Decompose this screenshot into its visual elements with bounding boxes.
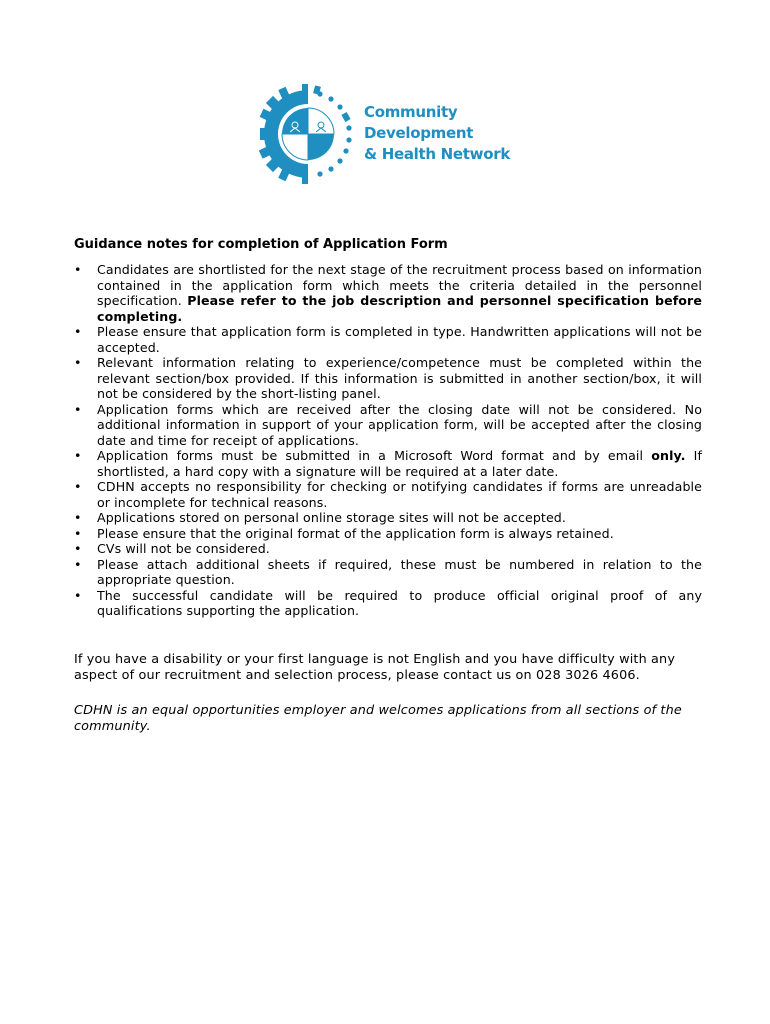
note-text: Applications stored on personal online storage sites will not be accepted. (97, 510, 566, 525)
note-text: Please attach additional sheets if required, these must be numbered in relation to the appropriate question. (97, 556, 702, 587)
note-text: The successful candidate will be required to produce official original proof of any qualifications supporting the application. (97, 587, 702, 618)
guidance-notes (74, 236, 702, 736)
note-text-after: If shortlisted, a hard copy with a signature will be required at a later date. (97, 448, 702, 479)
bullet-icon: • (74, 479, 82, 494)
list-item (74, 479, 702, 510)
organisation-logo (258, 84, 520, 184)
list-item (74, 448, 702, 479)
notes-list (74, 262, 702, 619)
contact-paragraph: If you have a disability or your first language is not English and you have difficulty with any aspect of our recruitment and selection process, please contact us on 028 3026 4606. (74, 651, 676, 683)
list-item (74, 324, 702, 355)
page-heading: Guidance notes for completion of Application Form (74, 237, 448, 252)
bullet-icon: • (74, 355, 82, 370)
bullet-icon: • (74, 448, 82, 463)
note-text: Please ensure that the original format of the application form is always retained. (97, 525, 614, 541)
bullet-icon: • (74, 510, 82, 525)
list-item (74, 557, 702, 588)
gear-emblem-icon (258, 84, 358, 184)
list-item (74, 526, 702, 542)
logo-line-2: Development (364, 124, 474, 142)
list-item (74, 541, 702, 557)
list-item (74, 588, 702, 619)
list-item (74, 402, 702, 449)
note-text: Application forms which are received after the closing date will not be considered. No additional information in support of your application form, will be accepted after the closing date and time for receipt of applications. (97, 401, 702, 448)
note-text: Application forms must be submitted in a Microsoft Word format and by email (97, 448, 652, 463)
note-text: Relevant information relating to experience/competence must be completed within the relevant section/box provided. If this information is submitted in another section/box, it will not be considered by the short-listing panel. (97, 355, 702, 401)
bullet-icon: • (74, 324, 82, 339)
equal-opportunities-statement: CDHN is an equal opportunities employer and welcomes applications from all sections of the community. (74, 702, 682, 734)
note-emphasis: only. (651, 448, 686, 463)
note-text: CVs will not be considered. (97, 541, 270, 556)
list-item (74, 262, 702, 324)
organisation-name (364, 102, 510, 165)
bullet-icon: • (74, 556, 82, 572)
note-text: Please ensure that application form is completed in type. Handwritten applications will not be accepted. (97, 324, 702, 355)
list-item (74, 510, 702, 526)
bullet-icon: • (74, 587, 82, 603)
logo-line-1: Community (364, 103, 458, 121)
bullet-icon: • (74, 401, 82, 417)
note-emphasis: Please refer to the job description and personnel specification before completing. (97, 293, 702, 324)
logo-line-3: & Health Network (364, 145, 510, 163)
bullet-icon: • (74, 525, 82, 541)
note-text: CDHN accepts no responsibility for checking or notifying candidates if forms are unreadable or incomplete for technical reasons. (97, 479, 702, 510)
note-text: Candidates are shortlisted for the next stage of the recruitment process based on information contained in the application form which meets the criteria detailed in the personnel specification. (97, 262, 702, 308)
bullet-icon: • (74, 262, 82, 277)
list-item (74, 355, 702, 402)
bullet-icon: • (74, 541, 82, 556)
